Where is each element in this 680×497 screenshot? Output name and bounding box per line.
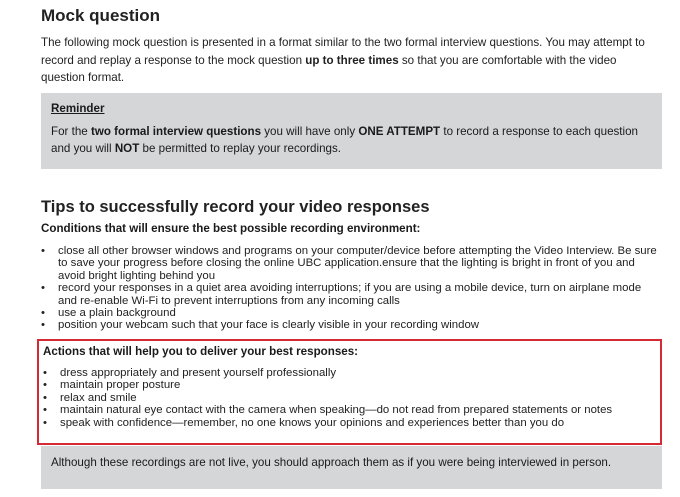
bullet-icon: •	[43, 404, 47, 417]
note-text: Although these recordings are not live, you should approach them as if you were being interviewed in person.	[51, 456, 612, 469]
list-item: • close all other browser windows and programs on your computer/device before attempting the Video Interview. Be sure to save your progress before closing the online UBC application.ensure that the lighting is bright in front of you and avoid bright lighting behind you	[41, 245, 657, 282]
actions-heading: Actions that will help you to deliver your best responses:	[43, 345, 359, 358]
reminder-title: Reminder	[51, 102, 105, 115]
reminder-text: For the two formal interview questions you will have only ONE ATTEMPT to record a response to each question and you will NOT be permitted to replay your recordings.	[51, 125, 639, 155]
list-item: • position your webcam such that your face is clearly visible in your recording window	[41, 319, 480, 332]
intro-emphasis: up to three times	[305, 53, 399, 67]
list-item: • dress appropriately and present yourself professionally	[43, 367, 337, 379]
bullet-icon: •	[43, 416, 47, 429]
bullet-icon: •	[43, 391, 47, 404]
conditions-list	[41, 245, 661, 332]
tips-heading: Tips to successfully record your video responses	[41, 198, 430, 216]
conditions-heading: Conditions that will ensure the best possible recording environment:	[41, 222, 421, 235]
list-item: • maintain proper posture	[43, 379, 181, 392]
bullet-icon: •	[41, 319, 45, 332]
mock-question-intro: The following mock question is presented in a format similar to the two formal interview questions. You may attempt to record and replay a response to the mock question up to three times so that you are comfortable with the video question format.	[41, 36, 645, 84]
note-box	[41, 446, 662, 489]
bullet-icon: •	[41, 282, 45, 295]
list-item: • speak with confidence—remember, no one knows your opinions and experiences better than you do	[43, 416, 565, 429]
mock-question-heading: Mock question	[41, 6, 161, 25]
list-item: • relax and smile	[43, 391, 137, 404]
bullet-icon: •	[43, 367, 47, 379]
actions-list	[43, 367, 655, 429]
bullet-icon: •	[43, 379, 47, 392]
actions-highlight-box	[37, 339, 662, 445]
list-item: • maintain natural eye contact with the camera when speaking—do not read from prepared statements or notes	[43, 404, 613, 417]
bullet-icon: •	[41, 245, 45, 257]
bullet-icon: •	[41, 307, 45, 320]
list-item: • use a plain background	[41, 307, 176, 320]
list-item: • record your responses in a quiet area avoiding interruptions; if you are using a mobile device, turn on airplane mode and re-enable Wi-Fi to prevent interruptions from any incoming calls	[41, 282, 642, 307]
reminder-box	[41, 93, 662, 169]
